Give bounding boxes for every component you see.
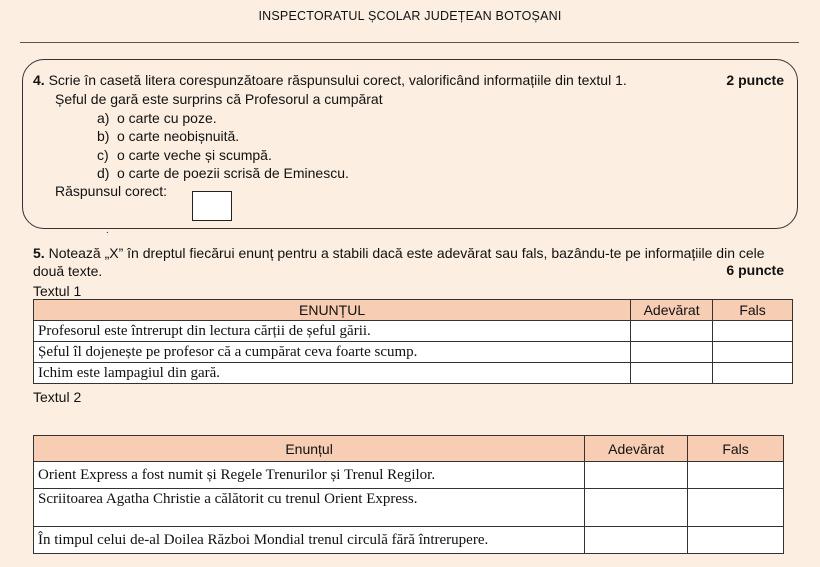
false-cell[interactable]: [688, 462, 784, 489]
table-row: [34, 527, 784, 554]
header-divider: [20, 42, 799, 43]
question-5-instruction: [33, 244, 785, 280]
option-a-letter: a): [97, 110, 110, 126]
false-cell[interactable]: [713, 342, 793, 363]
text-1-label: Textul 1: [33, 283, 82, 299]
table-row: [34, 321, 793, 342]
statement-cell: În timpul celui de-al Doilea Război Mondial trenul circulă fără întrerupere.: [34, 527, 585, 554]
false-cell[interactable]: [688, 527, 784, 554]
header-true: Adevărat: [585, 436, 688, 462]
option-b-letter: b): [97, 128, 110, 144]
option-d-letter: d): [97, 165, 110, 181]
statement-cell: Șeful îl dojenește pe profesor că a cumpărat ceva foarte scump.: [34, 342, 631, 363]
option-d: [97, 165, 349, 181]
statement-cell: Scriitoarea Agatha Christie a călătorit cu trenul Orient Express.: [34, 489, 585, 527]
option-c-text: o carte veche și scumpă.: [117, 147, 272, 163]
question-4-points: 2 puncte: [726, 72, 784, 88]
table-row: [34, 462, 784, 489]
page-header: INSPECTORATUL ȘCOLAR JUDEȚEAN BOTOȘANI: [258, 9, 562, 23]
option-b: [97, 128, 239, 144]
false-cell[interactable]: [688, 489, 784, 527]
header-statement: Enunțul: [34, 436, 585, 462]
header-true: Adevărat: [631, 300, 713, 321]
true-cell[interactable]: [585, 462, 688, 489]
header-statement: ENUNȚUL: [34, 300, 631, 321]
question-4-number: 4.: [33, 72, 45, 88]
option-b-text: o carte neobișnuită.: [117, 128, 240, 144]
false-cell[interactable]: [713, 321, 793, 342]
option-a: [97, 110, 217, 126]
option-a-text: o carte cu poze.: [117, 110, 217, 126]
question-4-instruction: [33, 72, 785, 88]
header-false: Fals: [688, 436, 784, 462]
text-2-table: [33, 435, 784, 554]
table-row: [34, 489, 784, 527]
question-4-text: Scrie în casetă litera corespunzătoare răspunsului corect, valorificând informațiile din textul 1.: [48, 72, 627, 88]
option-c: [97, 147, 272, 163]
option-c-letter: c): [97, 147, 109, 163]
statement-cell: Profesorul este întrerupt din lectura cărții de șeful gării.: [34, 321, 631, 342]
answer-box[interactable]: [192, 191, 232, 221]
statement-cell: Orient Express a fost numit și Regele Trenurilor și Trenul Regilor.: [34, 462, 585, 489]
header-false: Fals: [713, 300, 793, 321]
text-1-table: [33, 299, 793, 384]
text-2-label: Textul 2: [33, 389, 82, 405]
table-row: [34, 342, 793, 363]
statement-cell: Ichim este lampagiul din gară.: [34, 363, 631, 384]
table-row: [34, 363, 793, 384]
question-5-number: 5.: [33, 245, 45, 261]
option-d-text: o carte de poezii scrisă de Eminescu.: [117, 165, 349, 181]
false-cell[interactable]: [713, 363, 793, 384]
true-cell[interactable]: [585, 489, 688, 527]
true-cell[interactable]: [631, 342, 713, 363]
question-4-stem: Șeful de gară este surprins că Profesorul a cumpărat: [55, 91, 383, 107]
true-cell[interactable]: [631, 363, 713, 384]
true-cell[interactable]: [585, 527, 688, 554]
answer-label: Răspunsul corect:: [55, 183, 168, 199]
question-5-points: 6 puncte: [726, 262, 784, 278]
stray-dot: .: [106, 225, 109, 236]
true-cell[interactable]: [631, 321, 713, 342]
question-5-text: Notează „X” în dreptul fiecărui enunț pentru a stabili dacă este adevărat sau fals, bazându-te pe informațiile din cele două texte.: [33, 245, 765, 279]
